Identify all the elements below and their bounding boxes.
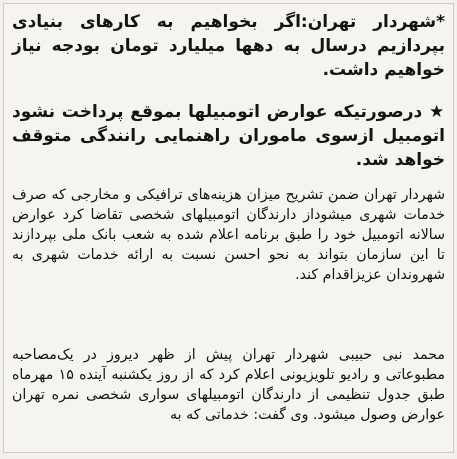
star-bullet-icon: ★: [428, 102, 446, 122]
body-paragraph-2: محمد نبی حبیبی شهردار تهران پیش از ظهر دیروز در یک‌مصاحبه مطبوعاتی و رادیو تلویزیونی اعلام کرد که از روز یکشنبه آینده ۱۵ مهرماه طبق جدول تنظیمی از دارندگان اتومبیلهای سواری شخصی نمره تهران عوارض وصول میشود. وی گفت: خدماتی که به: [12, 347, 445, 423]
headline-car-tolls: [12, 100, 445, 172]
headline-2-text: درصورتیکه عوارض اتومبیلها بموقع پرداخت نشود اتومبیل ازسوی ماموران راهنمایی رانندگی متوقف خواهد شد.: [12, 102, 445, 170]
headline-mayor-budget: [12, 10, 445, 82]
newspaper-clipping: [3, 3, 454, 453]
headline-1-text: *شهردار تهران:اگر بخواهیم به کارهای بنیادی بپردازیم درسال به دهها میلیارد تومان بودجه نیاز خواهیم داشت.: [12, 12, 445, 80]
body-paragraph-1: شهردار تهران ضمن تشریح میزان هزینه‌های ترافیکی و مخارجی که صرف خدمات شهری میشوداز دارندگان اتومبیلهای شخصی تقاضا کرد عوارض سالانه اتومبیل خود را طبق برنامه اعلام شده به شعب بانک ملی بپردازند تا این سازمان بتواند به نحو احسن نسبت به ارائه خدمات شهری به شهروندان عزیزاقدام کند.: [12, 187, 445, 283]
